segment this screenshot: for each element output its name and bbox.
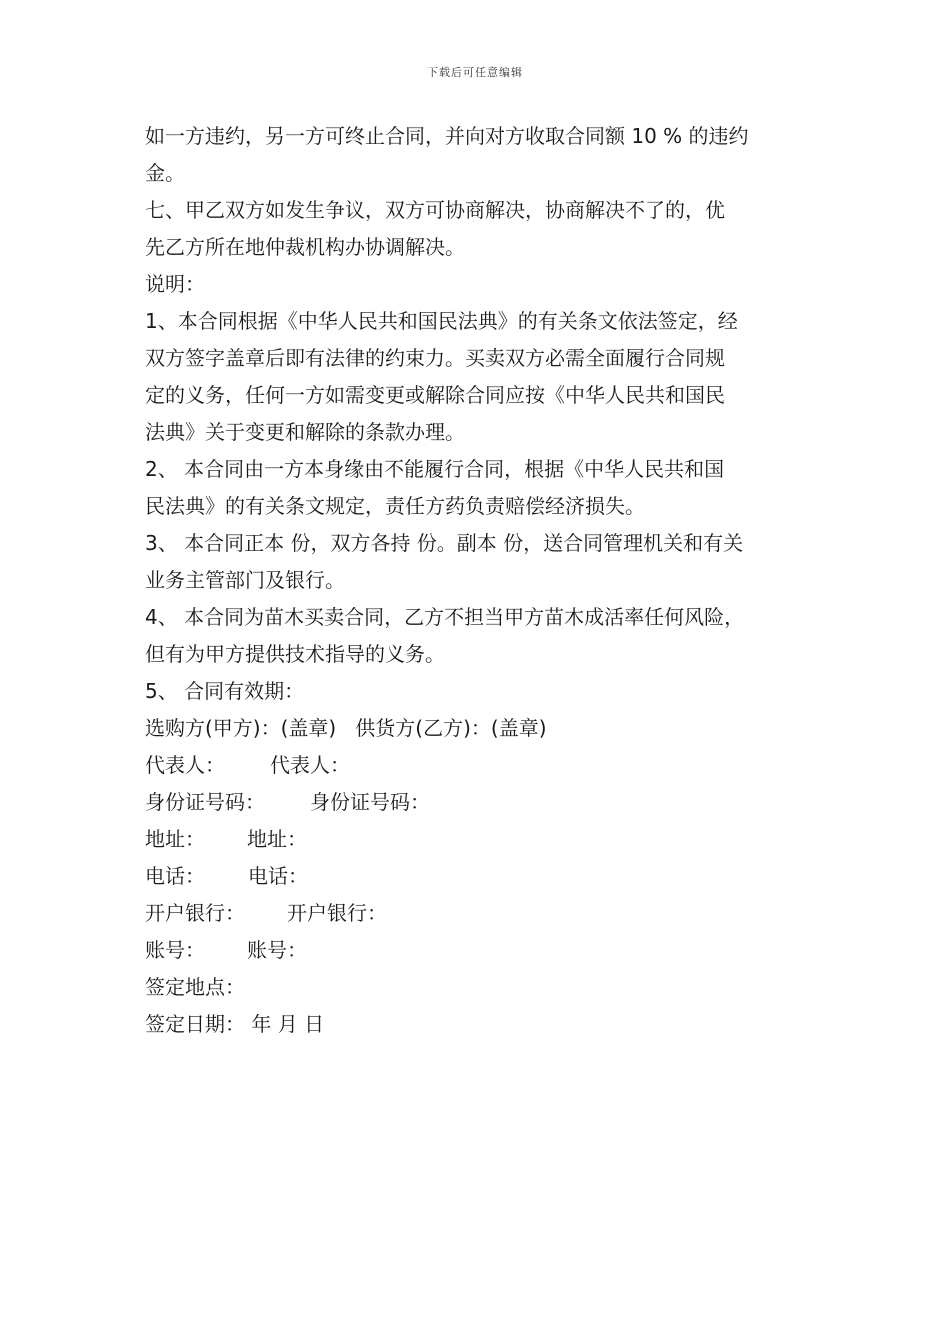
signature-bank-row xyxy=(145,895,825,932)
page-header: 下载后可任意编辑 xyxy=(427,66,523,79)
signature-representative-row xyxy=(145,747,825,784)
sign-place: 签定地点： xyxy=(145,975,245,999)
party-a-address-label: 地址： xyxy=(145,827,205,851)
paragraph-line: 1、本合同根据《中华人民共和国民法典》的有关条文依法签定，经 xyxy=(145,309,738,333)
paragraph-line: 说明： xyxy=(145,272,205,296)
party-b-id-label: 身份证号码： xyxy=(310,790,430,814)
paragraph-line: 2、 本合同由一方本身缘由不能履行合同，根据《中华人民共和国 xyxy=(145,457,725,481)
party-a-bank-label: 开户银行： xyxy=(145,901,245,925)
party-a-representative-label: 代表人： xyxy=(145,753,225,777)
signature-address-row xyxy=(145,821,825,858)
party-b-bank-label: 开户银行： xyxy=(287,901,387,925)
party-a-phone-label: 电话： xyxy=(145,864,205,888)
party-b-representative-label: 代表人： xyxy=(270,753,350,777)
paragraph-line: 3、 本合同正本 份，双方各持 份。副本 份，送合同管理机关和有关 xyxy=(145,531,744,555)
paragraph-line: 但有为甲方提供技术指导的义务。 xyxy=(145,642,445,666)
sign-date: 签定日期： 年 月 日 xyxy=(145,1012,325,1036)
party-a-account-label: 账号： xyxy=(145,938,205,962)
signature-account-row xyxy=(145,932,825,969)
paragraph-line: 民法典》的有关条文规定，责任方药负责赔偿经济损失。 xyxy=(145,494,645,518)
paragraph-line: 4、 本合同为苗木买卖合同，乙方不担当甲方苗木成活率任何风险， xyxy=(145,605,745,629)
paragraph-line: 法典》关于变更和解除的条款办理。 xyxy=(145,420,465,444)
paragraph-line: 5、 合同有效期： xyxy=(145,679,305,703)
paragraph-line: 先乙方所在地仲裁机构办协调解决。 xyxy=(145,235,465,259)
party-b-phone-label: 电话： xyxy=(248,864,308,888)
party-b-address-label: 地址： xyxy=(247,827,307,851)
paragraph-line: 定的义务，任何一方如需变更或解除合同应按《中华人民共和国民 xyxy=(145,383,725,407)
paragraph-line: 七、甲乙双方如发生争议，双方可协商解决，协商解决不了的，优 xyxy=(145,198,725,222)
paragraph-line: 双方签字盖章后即有法律的约束力。买卖双方必需全面履行合同规 xyxy=(145,346,725,370)
paragraph-line: 金。 xyxy=(145,161,185,185)
paragraph-line: 如一方违约，另一方可终止合同，并向对方收取合同额 10 % 的违约 xyxy=(145,124,749,148)
signature-phone-row xyxy=(145,858,825,895)
signature-id-row xyxy=(145,784,825,821)
contract-body xyxy=(145,118,825,1043)
party-b-account-label: 账号： xyxy=(247,938,307,962)
signature-parties: 选购方(甲方)：(盖章) 供货方(乙方)：(盖章) xyxy=(145,716,547,740)
party-a-id-label: 身份证号码： xyxy=(145,790,265,814)
paragraph-line: 业务主管部门及银行。 xyxy=(145,568,345,592)
